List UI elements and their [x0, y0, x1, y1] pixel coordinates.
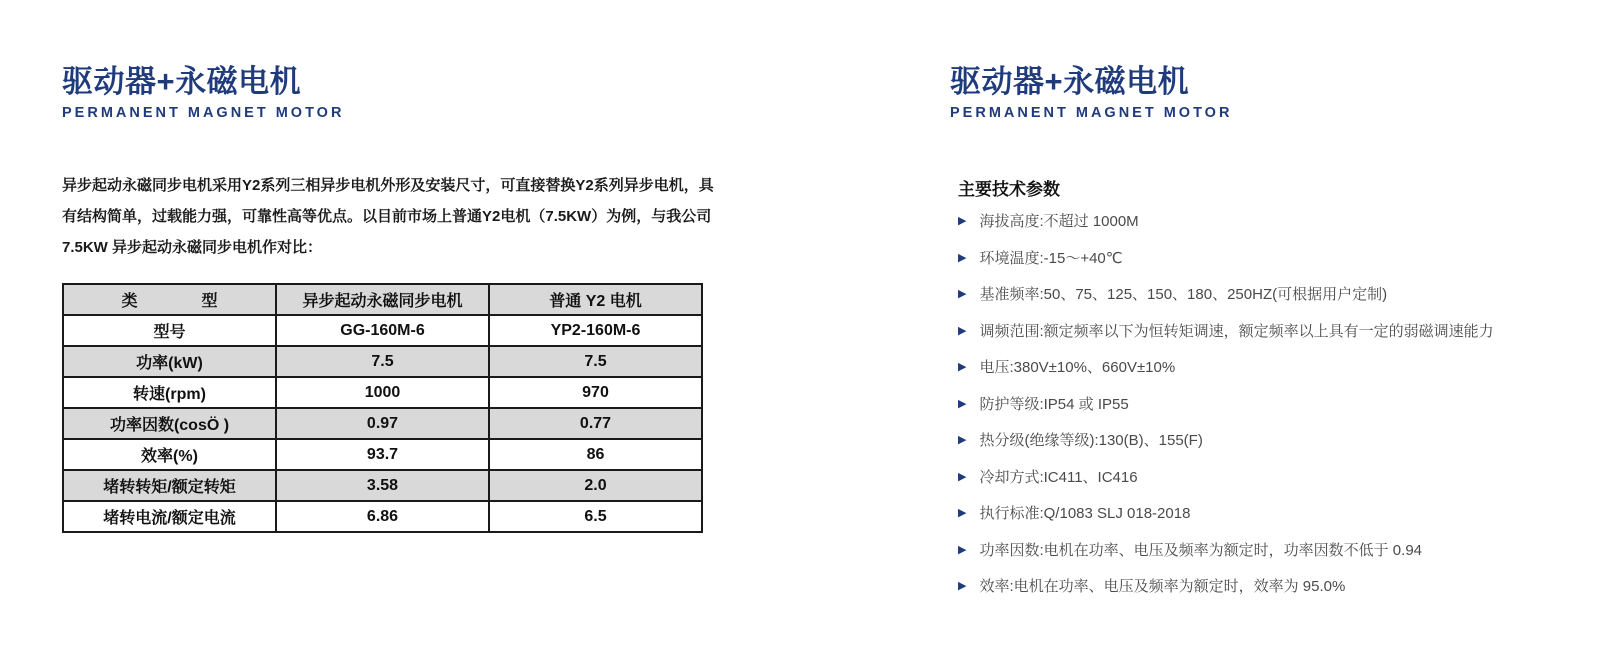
table-header-row: [63, 284, 702, 315]
table-cell: 93.7: [276, 439, 489, 470]
table-cell: GG-160M-6: [276, 315, 489, 346]
intro-line: 7.5KW 异步起动永磁同步电机作对比：: [62, 239, 323, 256]
header-cell-y2-motor: 普通 Y2 电机: [489, 284, 702, 315]
table-cell: 86: [489, 439, 702, 470]
table-cell: 1000: [276, 377, 489, 408]
list-item: [958, 249, 1578, 269]
comparison-table-header: [63, 284, 702, 315]
list-item: [958, 577, 1578, 597]
intro-paragraph: [62, 170, 714, 263]
list-item: [958, 468, 1578, 488]
table-row: [63, 408, 702, 439]
table-row: [63, 377, 702, 408]
bullet-triangle-icon: ▶: [958, 324, 967, 337]
left-page-subtitle: PERMANENT MAGNET MOTOR: [62, 104, 345, 121]
table-cell: 3.58: [276, 470, 489, 501]
table-cell: 堵转电流/额定电流: [63, 501, 276, 532]
left-page-title: 驱动器+永磁电机: [62, 64, 302, 99]
table-cell: 970: [489, 377, 702, 408]
table-cell: 6.5: [489, 501, 702, 532]
right-page-title: 驱动器+永磁电机: [950, 64, 1190, 99]
table-row: [63, 315, 702, 346]
spec-text: 功率因数:电机在功率、电压及频率为额定时，功率因数不低于 0.94: [979, 541, 1423, 559]
bullet-triangle-icon: ▶: [958, 397, 967, 410]
right-page-header: [950, 64, 1232, 121]
list-item: [958, 395, 1578, 415]
spec-text: 调频范围:额定频率以下为恒转矩调速，额定频率以上具有一定的弱磁调速能力: [979, 322, 1494, 340]
table-cell: 7.5: [489, 346, 702, 377]
table-row: [63, 346, 702, 377]
table-cell: 堵转转矩/额定转矩: [63, 470, 276, 501]
spec-text: 效率:电机在功率、电压及频率为额定时，效率为 95.0%: [979, 578, 1346, 595]
spec-text: 冷却方式:IC411、IC416: [979, 468, 1138, 486]
table-cell: 0.97: [276, 408, 489, 439]
left-page-header: [62, 64, 344, 121]
table-cell: 6.86: [276, 501, 489, 532]
intro-line: 有结构简单，过载能力强，可靠性高等优点。以目前市场上普通Y2电机（7.5KW）为例，与我公司: [62, 208, 712, 225]
spec-text: 防护等级:IP54 或 IP55: [979, 395, 1129, 413]
table-cell: 功率(kW): [63, 346, 276, 377]
intro-line: 异步起动永磁同步电机采用Y2系列三相异步电机外形及安装尺寸，可直接替换Y2系列异步电机，具: [62, 177, 714, 194]
table-row: [63, 470, 702, 501]
spec-text: 环境温度:-15～+40℃: [979, 249, 1123, 267]
table-cell: 功率因数(cosÖ ): [63, 408, 276, 439]
spec-text: 热分级(绝缘等级):130(B)、155(F): [979, 432, 1203, 449]
bullet-triangle-icon: ▶: [958, 507, 967, 519]
table-cell: YP2-160M-6: [489, 315, 702, 346]
spec-text: 基准频率:50、75、125、150、180、250HZ(可根据用户定制): [979, 286, 1388, 303]
tech-params-heading: 主要技术参数: [958, 180, 1060, 199]
list-item: [958, 358, 1578, 378]
list-item: [958, 285, 1578, 305]
tech-params-list: [958, 212, 1578, 614]
table-cell: 效率(%): [63, 439, 276, 470]
bullet-triangle-icon: ▶: [958, 361, 967, 373]
table-cell: 2.0: [489, 470, 702, 501]
list-item: [958, 212, 1578, 232]
bullet-triangle-icon: ▶: [958, 580, 967, 592]
bullet-triangle-icon: ▶: [958, 251, 967, 264]
table-row: [63, 439, 702, 470]
table-cell: 0.77: [489, 408, 702, 439]
header-cell-pm-motor: 异步起动永磁同步电机: [276, 284, 489, 315]
bullet-triangle-icon: ▶: [958, 434, 967, 446]
table-cell: 7.5: [276, 346, 489, 377]
table-row: [63, 501, 702, 532]
table-cell: 转速(rpm): [63, 377, 276, 408]
list-item: [958, 322, 1578, 342]
bullet-triangle-icon: ▶: [958, 543, 967, 556]
comparison-table: [62, 283, 703, 533]
spec-text: 执行标准:Q/1083 SLJ 018-2018: [979, 505, 1191, 522]
header-cell-type: 类 型: [63, 284, 276, 315]
right-page-subtitle: PERMANENT MAGNET MOTOR: [950, 104, 1233, 121]
list-item: [958, 541, 1578, 561]
spec-text: 海拔高度:不超过 1000M: [979, 213, 1139, 230]
spec-text: 电压:380V±10%、660V±10%: [979, 359, 1176, 376]
table-cell: 型号: [63, 315, 276, 346]
list-item: [958, 504, 1578, 524]
bullet-triangle-icon: ▶: [958, 288, 967, 300]
list-item: [958, 431, 1578, 451]
bullet-triangle-icon: ▶: [958, 215, 967, 227]
bullet-triangle-icon: ▶: [958, 470, 967, 483]
